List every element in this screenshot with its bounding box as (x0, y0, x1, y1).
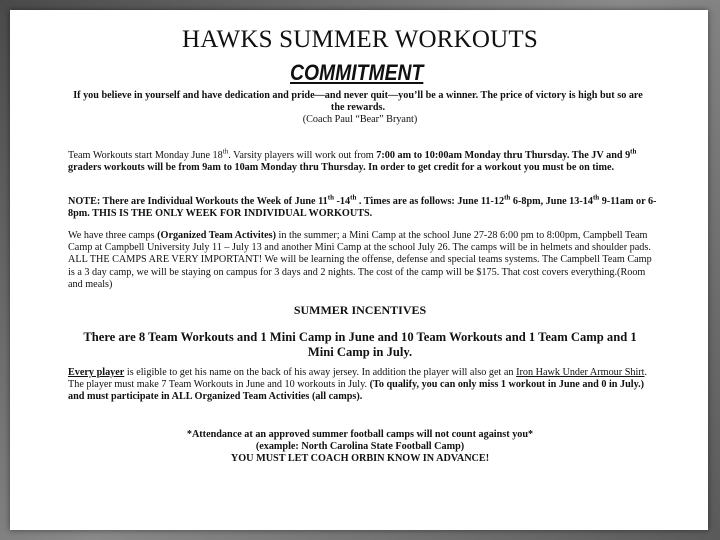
para4-shirt: Iron Hawk Under Armour Shirt (516, 367, 645, 378)
para2-sup-b: th (350, 193, 357, 202)
para1-text-e: graders workouts will be from 9am to 10am Monday thru Thursday. (68, 162, 366, 174)
page-subtitle: COMMITMENT (290, 60, 424, 85)
para4-qualify: (To qualify, you can only miss 1 workout in June and 0 in July.) and must participate in ALL Organized Team Activities (all camps). (68, 379, 645, 403)
incentive-details-paragraph (68, 367, 658, 404)
para3-ota: (Organized Team Activites) (157, 230, 276, 241)
para2-text-d: 6-8pm, June 13-14 (510, 196, 593, 207)
camps-paragraph (68, 230, 658, 291)
para1-varsity-time: 7:00 am to 10:00am Monday thru Thursday. (376, 150, 570, 161)
para3-text-c: in the summer; a Mini Camp at the school June 27-28 6:00 pm to 8:00pm, Campbell Team Camp at Campbell University July 11 – July 13 and another Mini Camp at the school July 26. The camps will be in helmets and shoulder pads. ALL THE CAMPS ARE VERY IMPORTANT! We will be learning the offense, defense and special teams systems. The Campbell Team Camp is a 3 day camp, we will be staying on campus for 3 days and 2 nights. The cost of the camp will be $175. That cost covers everything.(Room and meals) (68, 230, 652, 290)
para2-text-a: NOTE: There are Individual Workouts the Week of June 11 (68, 196, 328, 207)
section-heading: SUMMER INCENTIVES (293, 303, 427, 317)
quote-text: If you believe in yourself and have dedication and pride—and never quit—you’ll be a winner. The price of victory is high but so are the rewards. (73, 90, 643, 114)
para1-sup-d: th (630, 147, 637, 156)
para1-text-a: Team Workouts start Monday June 18 (68, 150, 223, 161)
para4-every-player: Every player (68, 367, 125, 378)
para3-text-a: We have three camps (68, 230, 158, 241)
para2-sup-c: th (504, 193, 511, 202)
para1-sup-a: th (222, 147, 229, 156)
para1-text-f: In order to get credit for a workout you must be on time. (365, 162, 615, 174)
attendance-example: (example: North Carolina State Football Camp) (255, 441, 465, 452)
para2-text-e: 9-11am or 6-8pm. THIS IS THE ONLY WEEK FOR INDIVIDUAL WORKOUTS. (68, 196, 657, 220)
individual-workouts-note (68, 193, 658, 220)
page-title: HAWKS SUMMER WORKOUTS (182, 26, 538, 53)
para4-text-d: . The player must make 7 Team Workouts in June and 10 workouts in July. (68, 367, 648, 391)
para2-sup-d: th (592, 193, 600, 202)
para1-text-d: The JV and 9 (569, 150, 631, 161)
para2-sup-a: th (327, 193, 334, 202)
attendance-note: *Attendance at an approved summer football camps will not count against you* (186, 429, 534, 440)
incentives-summary: There are 8 Team Workouts and 1 Mini Camp in June and 10 Team Workouts and 1 Team Camp and 1 Mini Camp in July. (83, 330, 637, 359)
team-workouts-paragraph (68, 147, 658, 174)
para4-text-b: is eligible to get his name on the back of his away jersey. In addition the player will also get an (124, 367, 517, 378)
para2-text-b: -14 (333, 196, 351, 207)
quote-attribution: (Coach Paul “Bear” Bryant) (302, 114, 418, 125)
para1-text-b: . Varsity players will work out from (228, 150, 377, 161)
advance-notice: YOU MUST LET COACH ORBIN KNOW IN ADVANCE! (230, 453, 490, 464)
para2-text-c: . Times are as follows: June 11-12 (356, 196, 505, 207)
